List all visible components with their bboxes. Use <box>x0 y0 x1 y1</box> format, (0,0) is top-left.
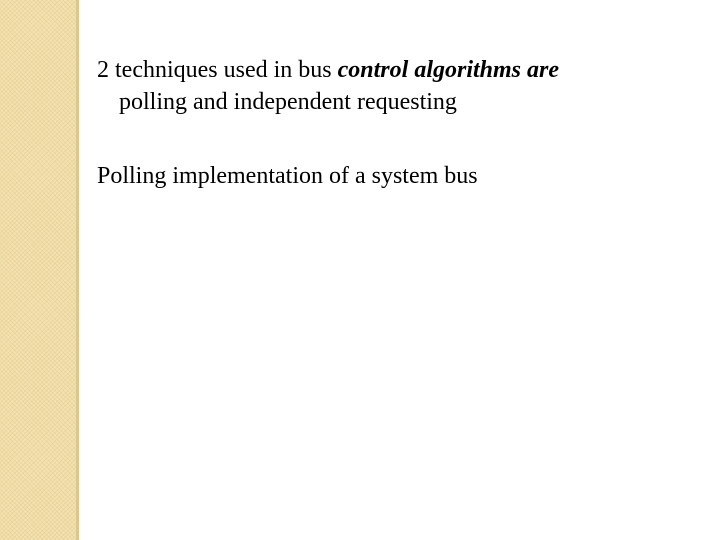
paragraph1-trailing-text: polling and independent requesting <box>119 89 457 115</box>
paragraph1-emphasis-text: control algorithms are <box>337 57 560 83</box>
paragraph-polling-implementation: Polling implementation of a system bus <box>97 163 478 189</box>
slide-content <box>97 54 697 192</box>
paragraph1-lead-text: 2 techniques used in bus <box>97 57 338 83</box>
paragraph-bus-control-techniques <box>97 54 697 118</box>
decorative-sidebar <box>0 0 76 540</box>
sidebar-border <box>76 0 79 540</box>
